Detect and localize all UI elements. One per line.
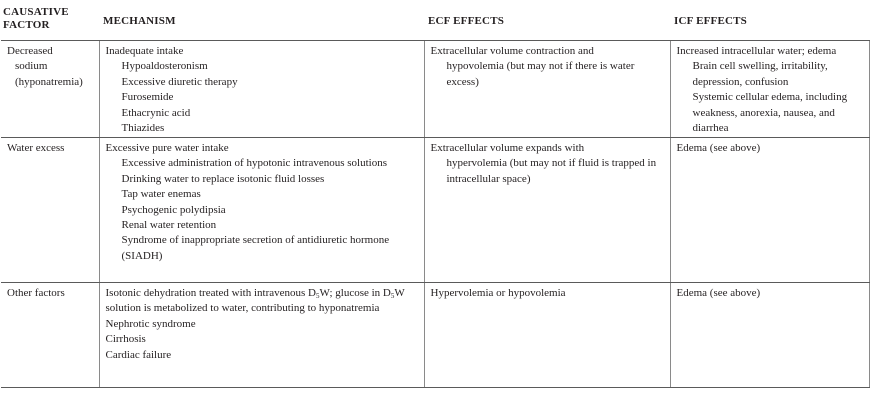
mechanism-head [106, 286, 419, 317]
icf-item: Brain cell swelling, irritability, depression, confusion [692, 60, 828, 88]
header-mechanism: MECHANISM [99, 4, 424, 41]
ecf-cell: Hypervolemia or hypovolemia [424, 283, 670, 388]
factor-cell [1, 41, 99, 138]
subscript: 5 [315, 292, 320, 300]
mechanism-item: Drinking water to replace isotonic fluid losses [121, 172, 325, 185]
factor-cell: Other factors [1, 283, 99, 388]
mechanism-item: Renal water retention [121, 219, 217, 232]
subscript: 5 [390, 292, 395, 300]
ecf-text: Extracellular volume expands with [430, 142, 585, 154]
icf-item: Systemic cellular edema, including weakness, anorexia, nausea, and diarrhea [692, 91, 848, 135]
icf-cell: Edema (see above) [670, 283, 869, 388]
mechanism-item: Hypoaldosteronism [121, 60, 208, 73]
factor-line: Decreased [7, 45, 53, 57]
icf-cell: Edema (see above) [670, 138, 869, 283]
mechanism-item: Tap water enemas [121, 188, 201, 201]
mechanism-cell [99, 138, 424, 283]
icf-head: Increased intracellular water; edema [676, 45, 837, 57]
icf-cell [670, 41, 869, 138]
header-ecf-effects: ECF EFFECTS [424, 4, 670, 41]
ecf-text-cont: hypervolemia (but may not if fluid is trapped in intracellular space) [446, 157, 657, 185]
mechanism-part: W; glucose in D [319, 287, 391, 299]
header-causative-factor: CAUSATIVE FACTOR [1, 4, 99, 41]
mechanism-head: Inadequate intake [105, 45, 184, 57]
mechanism-item: Thiazides [121, 122, 165, 135]
mechanism-item: Excessive administration of hypotonic intravenous solutions [121, 157, 387, 170]
mechanism-cell [99, 283, 424, 388]
mechanism-item: Psychogenic polydipsia [121, 203, 226, 216]
mechanism-item: Nephrotic syndrome [105, 317, 196, 330]
table-row [1, 283, 869, 388]
ecf-cell [424, 138, 670, 283]
factor-line: sodium [15, 60, 48, 73]
header-icf-effects: ICF EFFECTS [670, 4, 869, 41]
mechanism-item: Excessive diuretic therapy [121, 75, 238, 88]
mechanism-item: Ethacrynic acid [121, 106, 191, 119]
table-row [1, 138, 869, 283]
mechanism-item: Furosemide [121, 91, 174, 104]
mechanism-head: Excessive pure water intake [105, 142, 229, 154]
factor-cell: Water excess [1, 138, 99, 283]
ecf-text: Extracellular volume contraction and [430, 45, 594, 57]
mechanism-item: Cardiac failure [105, 348, 172, 361]
mechanism-item: Cirrhosis [105, 333, 146, 346]
factor-line: (hyponatremia) [15, 75, 83, 88]
header-row [1, 4, 869, 41]
ecf-cell [424, 41, 670, 138]
fluid-electrolyte-table [1, 4, 870, 388]
mechanism-cell [99, 41, 424, 138]
table-row [1, 41, 869, 138]
mechanism-part: Isotonic dehydration treated with intravenous D [105, 287, 316, 299]
mechanism-part: W solution is metabolized to water, contributing to hyponatremia [105, 287, 405, 315]
ecf-text-cont: hypovolemia (but may not if there is water excess) [446, 60, 635, 88]
mechanism-item: Syndrome of inappropriate secretion of antidiuretic hormone (SIADH) [121, 234, 390, 262]
